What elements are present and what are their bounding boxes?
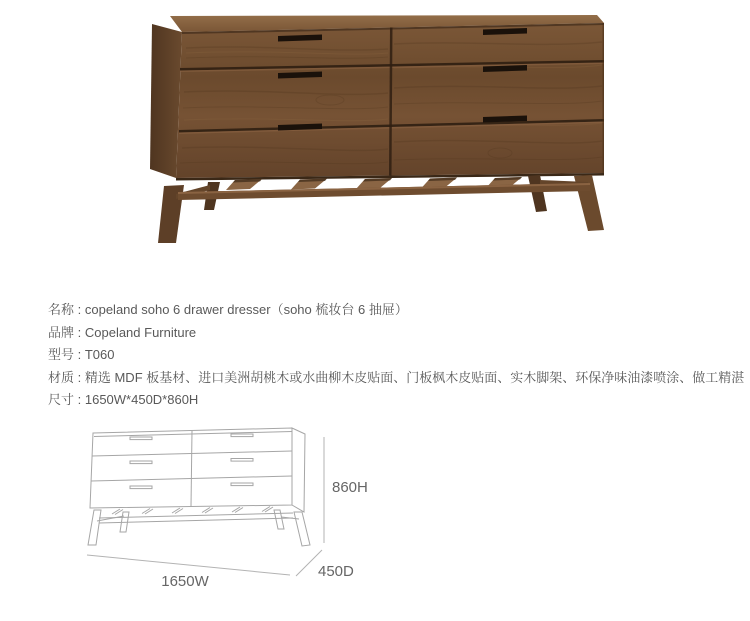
- spec-colon: :: [74, 324, 85, 340]
- spec-row-model: [48, 344, 744, 367]
- spec-value-model: T060: [84, 347, 115, 363]
- spec-row-name: [48, 299, 744, 322]
- spec-row-material: [48, 367, 744, 390]
- diagram-right-side: [292, 428, 305, 512]
- spec-colon: :: [74, 347, 85, 363]
- spec-label-model: 型号: [48, 347, 75, 363]
- width-dimension-line: [87, 555, 290, 575]
- diagram-base: [88, 507, 310, 547]
- spec-label-dimensions: 尺寸: [48, 392, 75, 408]
- product-photo: [150, 8, 610, 248]
- dresser-body: [150, 15, 604, 181]
- spec-colon: :: [74, 302, 85, 317]
- spec-row-dimensions: [48, 389, 744, 412]
- spec-label-brand: 品牌: [48, 324, 75, 340]
- spec-value-material: 精选 MDF 板基材、进口美洲胡桃木或水曲柳木皮贴面、门板枫木皮贴面、实木脚架、环保净味油漆喷涂、做工精湛: [84, 369, 745, 385]
- product-specs: [48, 299, 744, 412]
- right-edge: [603, 23, 605, 173]
- height-dimension-label: 860H: [332, 479, 368, 496]
- spec-label-material: 材质: [48, 369, 75, 385]
- spec-colon: :: [74, 392, 85, 408]
- spec-colon: :: [74, 369, 85, 385]
- diagram-front-left-leg: [88, 510, 101, 545]
- dimension-diagram: [78, 425, 378, 600]
- spec-label-name: 名称: [48, 302, 75, 317]
- spec-row-brand: [48, 322, 744, 345]
- spec-value-brand: Copeland Furniture: [84, 324, 197, 340]
- diagram-cabinet-outline: [90, 428, 305, 512]
- width-dimension-label: 1650W: [161, 573, 209, 590]
- spec-value-dimensions: 1650W*450D*860H: [84, 392, 199, 408]
- depth-dimension-label: 450D: [318, 563, 354, 580]
- diagram-front-right-leg: [294, 512, 310, 546]
- spec-value-name: copeland soho 6 drawer dresser（soho 梳妆台 6 抽屉）: [84, 302, 408, 317]
- dresser-base: [158, 175, 604, 243]
